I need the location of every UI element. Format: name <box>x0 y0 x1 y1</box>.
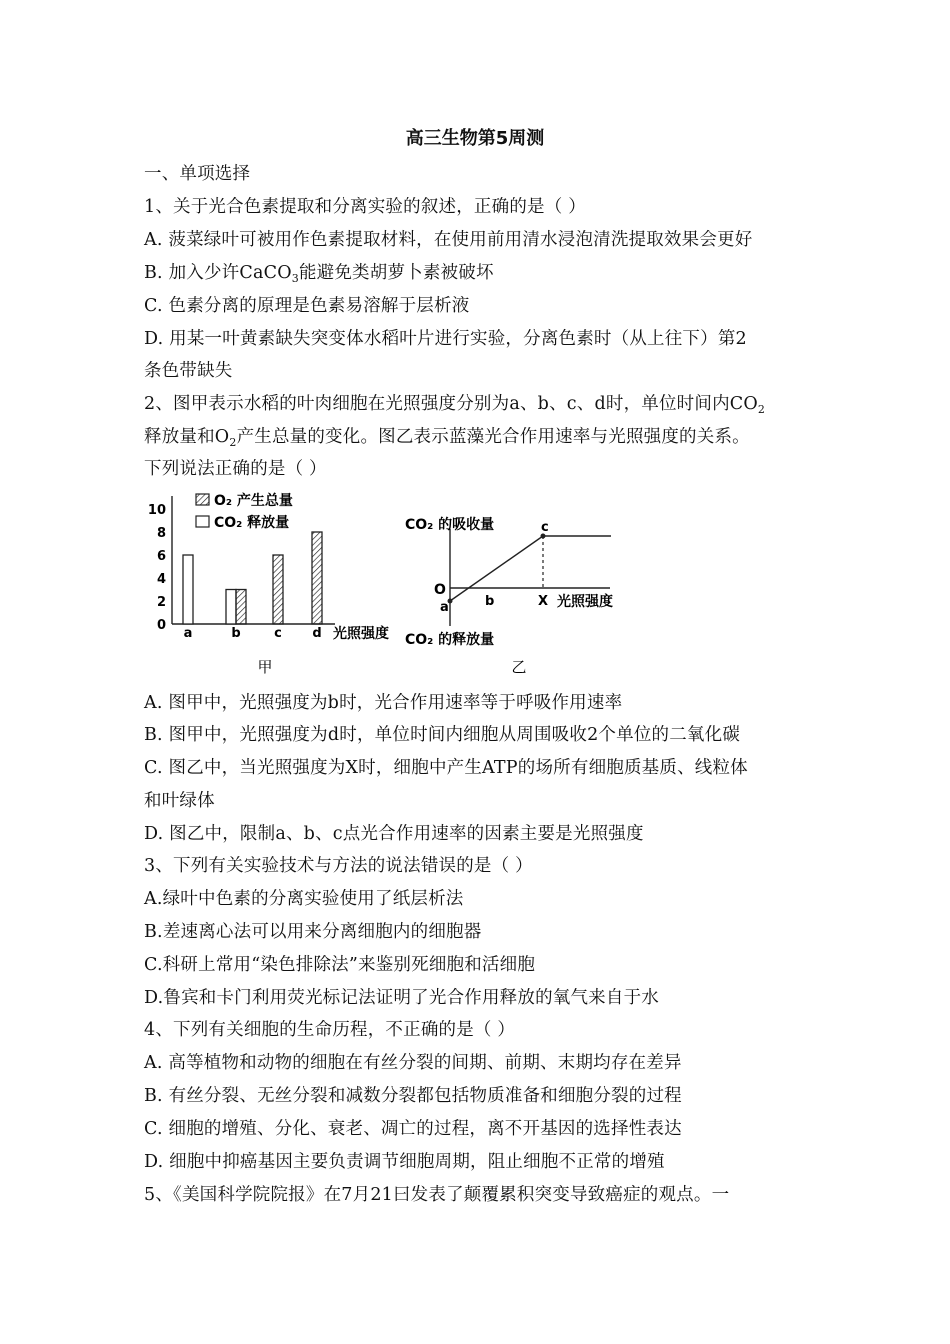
q2-option-a: A. 图甲中，光照强度为b时，光合作用速率等于呼吸作用速率 <box>144 693 623 713</box>
yi-y-label-top: CO₂ 的吸收量 <box>405 517 495 533</box>
jia-ytick-label: 10 <box>147 503 166 518</box>
jia-xtick-label: b <box>231 626 241 641</box>
q1-b-pre: B. 加入少许CaCO <box>144 263 292 283</box>
jia-xtick-label: a <box>183 626 193 641</box>
page-title: 高三生物第5周测 <box>405 128 545 149</box>
q4-option-d: D. 细胞中抑癌基因主要负责调节细胞周期，阻止细胞不正常的增殖 <box>144 1152 665 1172</box>
jia-ytick-label: 0 <box>156 618 166 633</box>
jia-bar-o2 <box>312 532 322 624</box>
jia-legend-label-o2: O₂ 产生总量 <box>214 493 293 509</box>
q4-stem: 4、下列有关细胞的生命历程，不正确的是（ ） <box>144 1020 516 1040</box>
yi-origin-label: O <box>434 582 446 598</box>
jia-bar-co2 <box>226 590 236 625</box>
q1-option-d-line2: 条色带缺失 <box>144 361 233 381</box>
q2-figures <box>0 484 950 684</box>
jia-legend-swatch-o2 <box>196 494 209 505</box>
jia-ytick-label: 4 <box>156 572 166 587</box>
q1-option-d-line1: D. 用某一叶黄素缺失突变体水稻叶片进行实验，分离色素时（从上往下）第2 <box>144 329 747 349</box>
yi-caption: 乙 <box>511 658 527 676</box>
q1-b-post: 能避免类胡萝卜素被破坏 <box>298 263 494 283</box>
yi-y-label-bottom: CO₂ 的释放量 <box>405 632 495 648</box>
jia-xtick-label: c <box>274 626 282 641</box>
q4-option-b: B. 有丝分裂、无丝分裂和减数分裂都包括物质准备和细胞分裂的过程 <box>144 1086 682 1106</box>
jia-xtick-label: d <box>312 626 322 641</box>
q2-option-d: D. 图乙中，限制a、b、c点光合作用速率的因素主要是光照强度 <box>144 824 644 844</box>
q2-l2-pre: 释放量和O <box>144 427 230 447</box>
jia-ytick-label: 2 <box>156 595 166 610</box>
q1-option-c: C. 色素分离的原理是色素易溶解于层析液 <box>144 296 470 316</box>
q4-option-a: A. 高等植物和动物的细胞在有丝分裂的间期、前期、末期均存在差异 <box>144 1053 682 1073</box>
jia-caption: 甲 <box>257 658 273 676</box>
jia-x-axis-label: 光照强度 <box>333 626 389 642</box>
yi-label-a: a <box>440 600 449 615</box>
q1-stem: 1、关于光合色素提取和分离实验的叙述，正确的是（ ） <box>144 197 586 217</box>
yi-rising-line <box>450 536 543 601</box>
q2-l1-sub: 2 <box>757 403 766 416</box>
q5-stem: 5、《美国科学院院报》在7月21曰发表了颠覆累积突变导致癌症的观点。一 <box>144 1185 730 1205</box>
jia-legend-label-co2: CO₂ 释放量 <box>214 515 290 531</box>
q3-option-d: D.鲁宾和卡门利用荧光标记法证明了光合作用释放的氧气来自于水 <box>144 988 659 1008</box>
q3-option-a: A.绿叶中色素的分离实验使用了纸层析法 <box>144 889 464 909</box>
q3-stem: 3、下列有关实验技术与方法的说法错误的是（ ） <box>144 856 533 876</box>
q2-option-b: B. 图甲中，光照强度为d时，单位时间内细胞从周围吸收2个单位的二氧化碳 <box>144 725 741 745</box>
yi-label-b: b <box>485 594 495 609</box>
q2-option-c-line1: C. 图乙中，当光照强度为X时，细胞中产生ATP的场所有细胞质基质、线粒体 <box>144 758 748 778</box>
section-heading: 一、单项选择 <box>144 164 251 184</box>
q2-option-c-line2: 和叶绿体 <box>144 791 215 811</box>
q1-b-sub: 3 <box>291 272 299 285</box>
q1-option-a: A. 菠菜绿叶可被用作色素提取材料，在使用前用清水浸泡清洗提取效果会更好 <box>144 230 753 250</box>
jia-ytick-label: 8 <box>156 526 166 541</box>
q1-option-b <box>144 259 494 285</box>
jia-bar-o2 <box>273 555 283 624</box>
jia-bar-co2 <box>183 555 193 624</box>
q2-stem-line1 <box>144 390 765 416</box>
jia-ytick-label: 6 <box>156 549 166 564</box>
q2-l1-pre: 2、图甲表示水稻的叶肉细胞在光照强度分别为a、b、c、d时，单位时间内CO <box>144 394 758 414</box>
chart-jia <box>148 492 389 676</box>
q2-stem-line3: 下列说法正确的是（ ） <box>144 459 327 479</box>
q3-option-c: C.科研上常用“染色排除法”来鉴别死细胞和活细胞 <box>144 955 536 975</box>
q4-option-c: C. 细胞的增殖、分化、衰老、凋亡的过程，离不开基因的选择性表达 <box>144 1119 682 1139</box>
jia-bar-o2 <box>236 590 246 625</box>
q2-l2-post: 产生总量的变化。图乙表示蓝藻光合作用速率与光照强度的关系。 <box>236 427 750 447</box>
q3-option-b: B.差速离心法可以用来分离细胞内的细胞器 <box>144 922 482 942</box>
chart-yi <box>405 516 613 676</box>
yi-label-c: c <box>541 520 549 535</box>
q2-l2-sub: 2 <box>229 436 237 449</box>
q2-stem-line2 <box>144 423 750 449</box>
yi-label-x: X <box>538 594 549 609</box>
jia-legend-swatch-co2 <box>196 516 209 527</box>
yi-x-axis-label: 光照强度 <box>557 594 613 610</box>
